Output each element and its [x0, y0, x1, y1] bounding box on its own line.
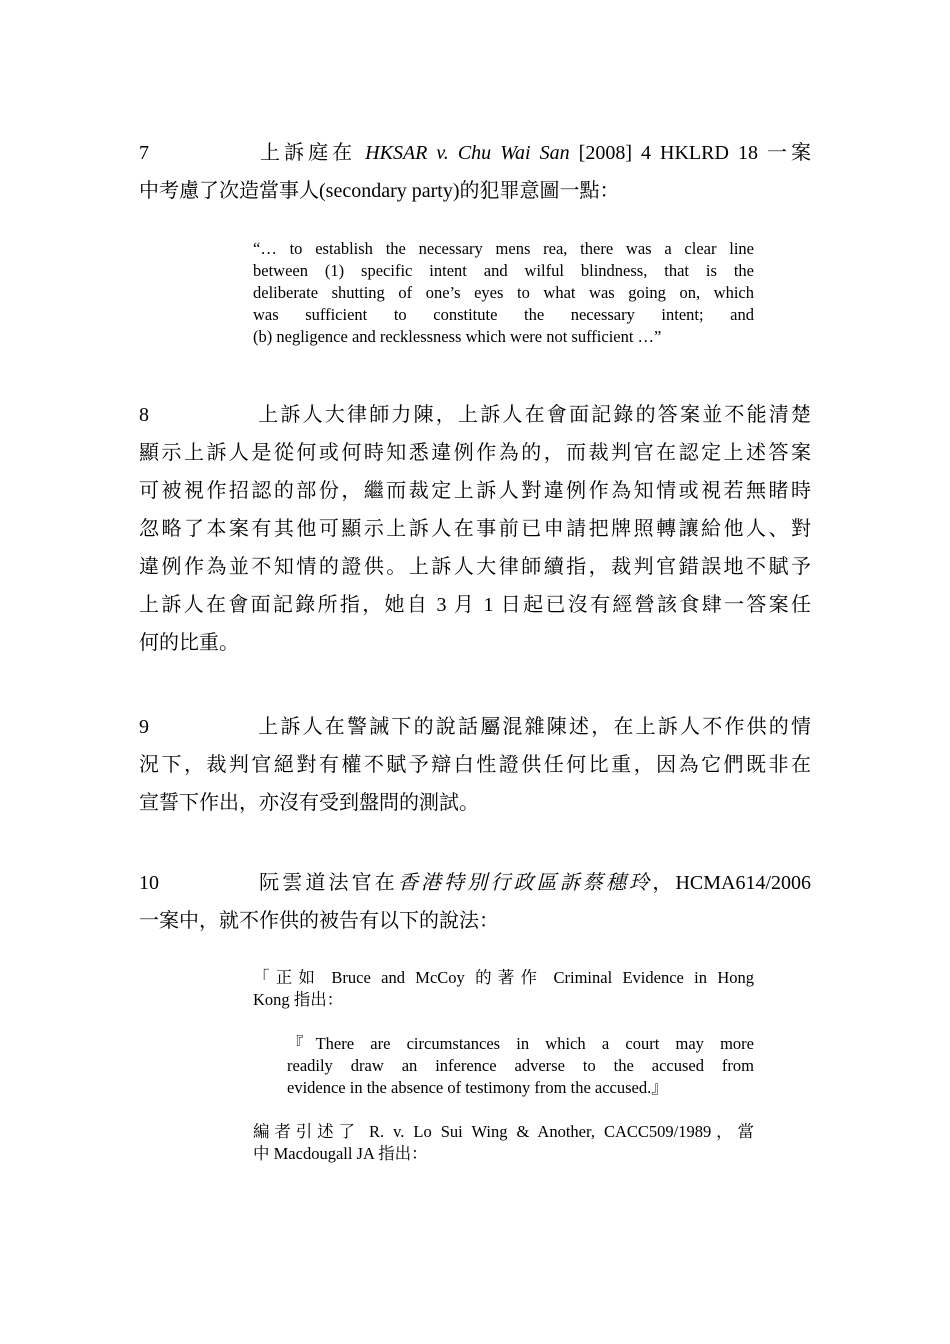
paragraph-10-line-2: 一案中，就不作供的被告有以下的說法：: [139, 910, 499, 932]
quote-line: 中 Macdougall JA 指出：: [253, 1144, 428, 1163]
paragraph-10: [139, 864, 811, 940]
case-name: 香港特別行政區訴蔡穗玲: [397, 872, 653, 894]
paragraph-9-line-1: 9 上訴人在警誡下的說話屬混雜陳述，在上訴人不作供的情: [139, 708, 811, 746]
quote-line: 「正如 Bruce and McCoy 的著作 Criminal Evidence in Hong: [253, 968, 754, 987]
paragraph-number: 9: [139, 716, 149, 738]
quote-line: was sufficient to constitute the necessary intent; and: [253, 305, 754, 324]
paragraph-9: [139, 708, 811, 822]
paragraph-number: 8: [139, 404, 149, 426]
quote-line: readily draw an inference adverse to the accused from: [287, 1056, 754, 1075]
quote-line: 編者引述了 R. v. Lo Sui Wing & Another, CACC509/1989，當: [253, 1122, 754, 1141]
quote-line: deliberate shutting of one’s eyes to what was going on, which: [253, 283, 754, 302]
paragraph-9-line: 況下，裁判官絕對有權不賦予辯白性證供任何比重，因為它們既非在: [139, 754, 811, 776]
block-quote-7: [253, 238, 754, 348]
paragraph-8-line-1: 8 上訴人大律師力陳，上訴人在會面記錄的答案並不能清楚: [139, 396, 811, 434]
block-quote-10-continued: [253, 1121, 754, 1165]
paragraph-8-line: 顯示上訴人是從何或何時知悉違例作為的，而裁判官在認定上述答案: [139, 442, 811, 464]
block-quote-10: [253, 967, 754, 1011]
paragraph-8-line: 可被視作招認的部份，繼而裁定上訴人對違例作為知情或視若無睹時: [139, 480, 811, 502]
paragraph-7-line-2: 中考慮了次造當事人(secondary party)的犯罪意圖一點：: [139, 180, 620, 202]
quote-line: Kong 指出：: [253, 990, 344, 1009]
case-name: HKSAR v. Chu Wai San: [365, 142, 570, 164]
paragraph-number: 7: [139, 142, 149, 164]
paragraph-8: [139, 396, 811, 662]
paragraph-8-line: 何的比重。: [139, 632, 239, 654]
quote-line: 『There are circumstances in which a court may more: [287, 1034, 754, 1053]
paragraph-10-line-1: 10 阮雲道法官在香港特別行政區訴蔡穗玲，HCMA614/2006: [139, 864, 811, 902]
quote-line: “… to establish the necessary mens rea, there was a clear line: [253, 239, 754, 258]
paragraph-8-line: 違例作為並不知情的證供。上訴人大律師續指，裁判官錯誤地不賦予: [139, 556, 811, 578]
quote-line: evidence in the absence of testimony from the accused.』: [287, 1078, 668, 1097]
paragraph-7-line-1: 7 上訴庭在 HKSAR v. Chu Wai San [2008] 4 HKLRD 18 一案: [139, 134, 811, 172]
paragraph-number: 10: [139, 872, 159, 894]
nested-quote: [287, 1033, 754, 1099]
paragraph-8-line: 上訴人在會面記錄所指，她自 3 月 1 日起已沒有經營該食肆一答案任: [139, 594, 811, 616]
quote-line: between (1) specific intent and wilful blindness, that is the: [253, 261, 754, 280]
paragraph-9-line: 宣誓下作出，亦沒有受到盤問的測試。: [139, 792, 479, 814]
paragraph-8-line: 忽略了本案有其他可顯示上訴人在事前已申請把牌照轉讓給他人、對: [139, 518, 811, 540]
paragraph-7: [139, 134, 811, 210]
quote-line: (b) negligence and recklessness which were not sufficient …”: [253, 327, 662, 346]
